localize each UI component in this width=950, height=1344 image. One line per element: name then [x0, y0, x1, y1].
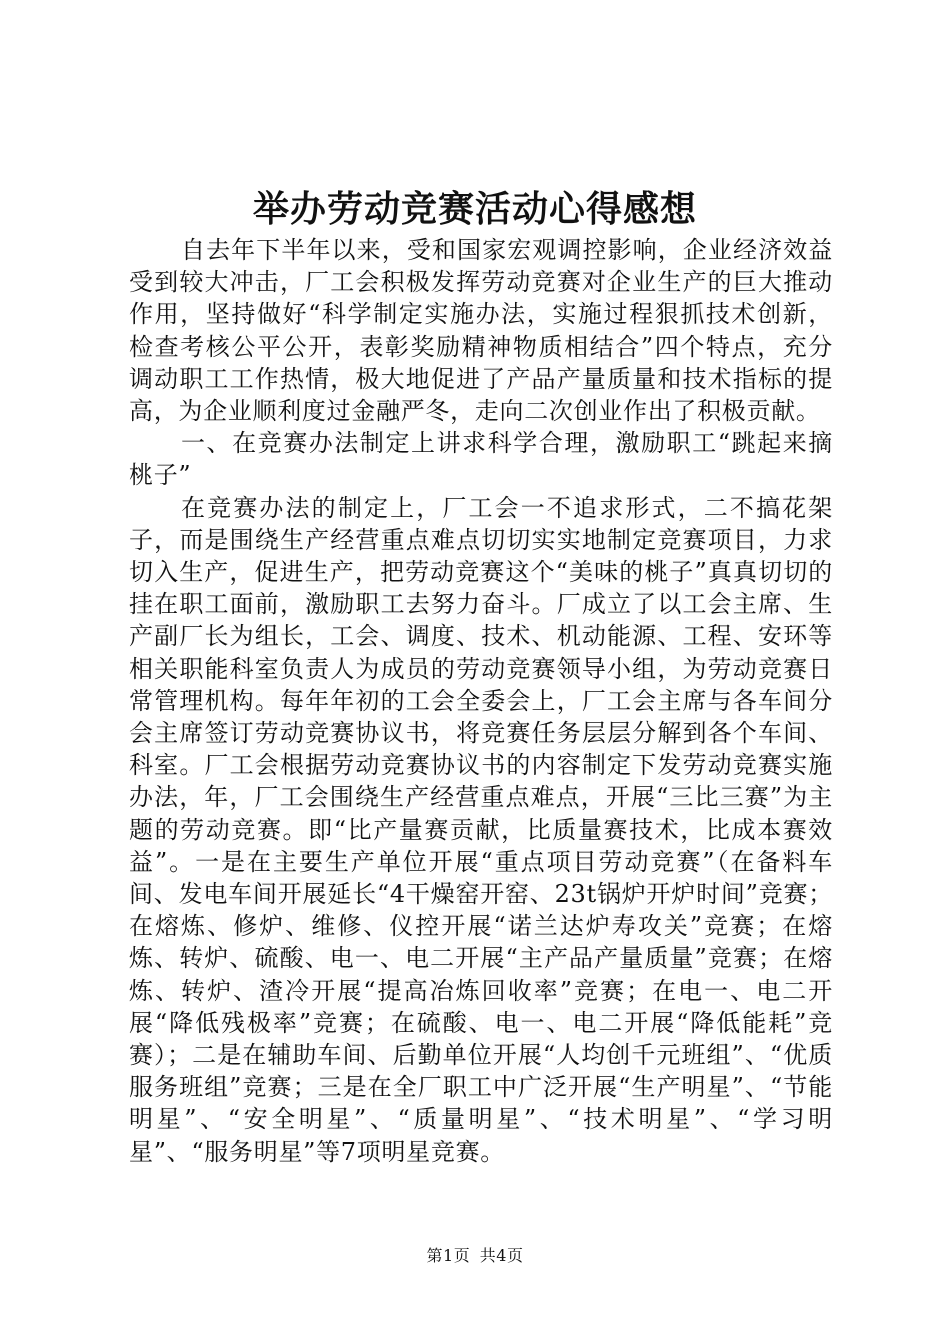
page-total: 共4页 — [479, 1246, 524, 1265]
page-footer — [0, 1246, 950, 1266]
page-title: 举办劳动竞赛活动心得感想 — [252, 188, 697, 230]
paragraph-intro: 自去年下半年以来，受和国家宏观调控影响，企业经济效益受到较大冲击，厂工会积极发挥劳动竞赛对企业生产的巨大推动作用，坚持做好“科学制定实施办法，实施过程狠抓技术创新，检查考核公平公开，表彰奖励精神物质相结合”四个特点，充分调动职工工作热情，极大地促进了产品产量质量和技术指标的提高，为企业顺利度过金融严冬，走向二次创业作出了积极贡献。 — [129, 236, 833, 426]
paragraph-competition-rules: 在竞赛办法的制定上，厂工会一不追求形式，二不搞花架子，而是围绕生产经营重点难点切切实实地制定竞赛项目，力求切入生产，促进生产，把劳动竞赛这个“美味的桃子”真真切切的挂在职工面前，激励职工去努力奋斗。厂成立了以工会主席、生产副厂长为组长，工会、调度、技术、机动能源、工程、安环等相关职能科室负责人为成员的劳动竞赛领导小组，为劳动竞赛日常管理机构。每年年初的工会全委会上，厂工会主席与各车间分会主席签订劳动竞赛协议书，将竞赛任务层层分解到各个车间、科室。厂工会根据劳动竞赛协议书的内容制定下发劳动竞赛实施办法，年，厂工会围绕生产经营重点难点，开展“三比三赛”为主题的劳动竞赛。即“比产量赛贡献，比质量赛技术，比成本赛效益”。一是在主要生产单位开展“重点项目劳动竞赛”（在备料车间、发电车间开展延长“4干燥窑开窑、23t锅炉开炉时间”竞赛；在熔炼、修炉、维修、仪控开展“诺兰达炉寿攻关”竞赛；在熔炼、转炉、硫酸、电一、电二开展“主产品产量质量”竞赛；在熔炼、转炉、渣冷开展“提高冶炼回收率”竞赛；在电一、电二开展“降低残极率”竞赛；在硫酸、电一、电二开展“降低能耗”竞赛）；二是在辅助车间、后勤单位开展“人均创千元班组”、“优质服务班组”竞赛；三是在全厂职工中广泛开展“生产明星”、“节能明星”、“安全明星”、“质量明星”、“技术明星”、“学习明星”、“服务明星”等7项明星竞赛。 — [129, 493, 833, 1166]
section-heading-1: 一、在竞赛办法制定上讲求科学合理，激励职工“跳起来摘桃子” — [129, 429, 833, 490]
page-number: 第1页 — [426, 1246, 471, 1265]
document-body — [129, 234, 833, 1168]
